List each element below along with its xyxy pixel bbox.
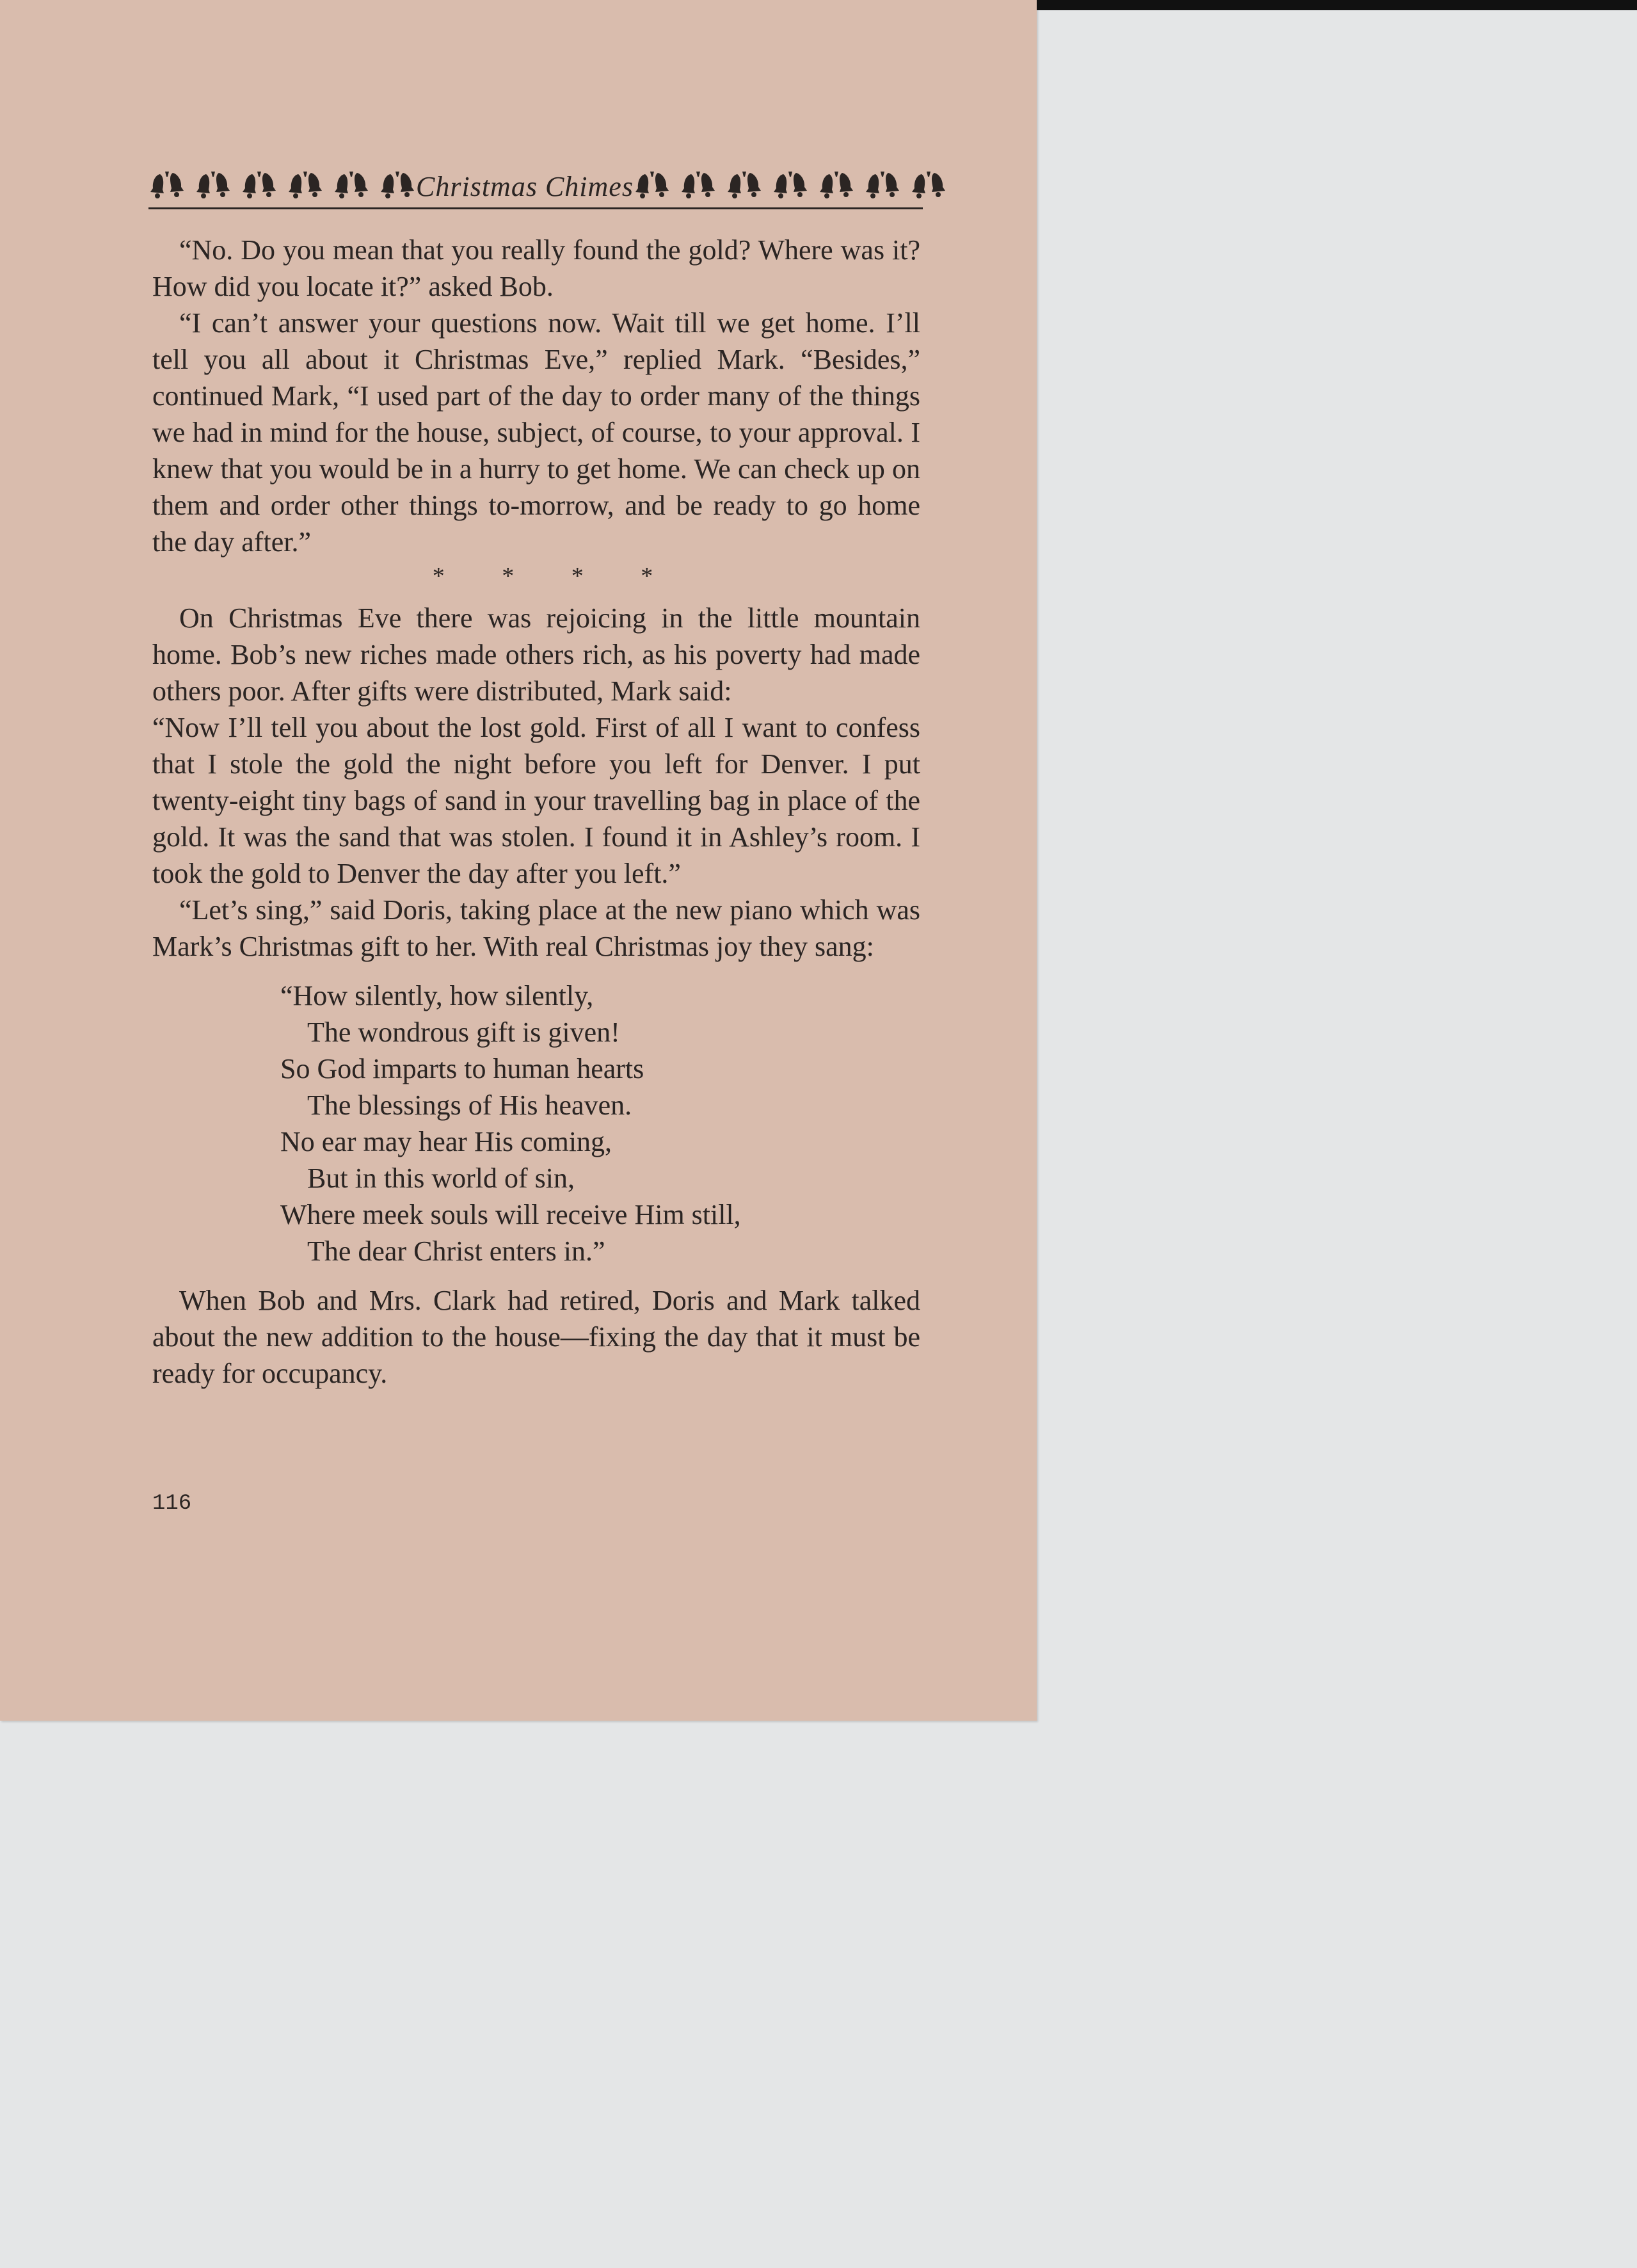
bell-icon (379, 170, 416, 202)
poem-line: So God imparts to human hearts (280, 1053, 644, 1084)
poem-line: The wondrous gift is given! (307, 1017, 620, 1048)
book-page (0, 0, 1037, 1721)
poem-line: Where meek souls will receive Him still, (280, 1199, 741, 1230)
poem-line: The blessings of His heaven. (307, 1090, 632, 1121)
bell-icon (333, 170, 370, 202)
bells-right (634, 170, 947, 202)
page-body (152, 232, 920, 1392)
paragraph: “I can’t answer your questions now. Wait till we get home. I’ll tell you all about it Christmas Eve,” replied Mark. “Besides,” continued Mark, “I used part of the day to order many of the things we had in mind for the house, subject, of course, to your approval. I knew that you would be in a hurry to get home. We can check up on them and order other things to-morrow, and be ready to go home the day after.” (152, 307, 920, 558)
running-header (148, 165, 923, 209)
bell-icon (680, 170, 717, 202)
bell-icon (287, 170, 324, 202)
paragraph: When Bob and Mrs. Clark had retired, Doris and Mark talked about the new addition to the house—fixing the day that it must be ready for occupancy. (152, 1285, 920, 1389)
bell-icon (864, 170, 901, 202)
bell-icon (195, 170, 232, 202)
running-title: Christmas Chimes (416, 170, 634, 202)
section-break: * * * * (432, 563, 679, 590)
bell-icon (772, 170, 809, 202)
bell-icon (634, 170, 671, 202)
scanner-edge (1030, 0, 1637, 10)
paragraph: On Christmas Eve there was rejoicing in the little mountain home. Bob’s new riches made others rich, as his poverty had made others poor. After gifts were distributed, Mark said: (152, 602, 920, 707)
bell-icon (241, 170, 278, 202)
bell-icon (148, 170, 186, 202)
paragraph: “Now I’ll tell you about the lost gold. First of all I want to confess that I stole the gold the night before you left for Denver. I put twenty-eight tiny bags of sand in your travelling bag in place of the gold. It was the sand that was stolen. I found it in Ashley’s room. I took the gold to Denver the day after you left.” (152, 712, 920, 889)
poem-line: But in this world of sin, (307, 1162, 575, 1194)
poem-line: No ear may hear His coming, (280, 1126, 612, 1157)
bell-icon (818, 170, 855, 202)
bell-icon (726, 170, 763, 202)
paragraph: “Let’s sing,” said Doris, taking place at the new piano which was Mark’s Christmas gift to her. With real Christmas joy they sang: (152, 894, 920, 962)
bells-left (148, 170, 416, 202)
page-number: 116 (152, 1492, 192, 1516)
poem-line: The dear Christ enters in.” (307, 1235, 605, 1267)
poem-line: “How silently, how silently, (280, 980, 594, 1011)
paragraph: “No. Do you mean that you really found the gold? Where was it? How did you locate it?” asked Bob. (152, 234, 920, 302)
hymn-verse (280, 977, 920, 1269)
bell-icon (910, 170, 947, 202)
